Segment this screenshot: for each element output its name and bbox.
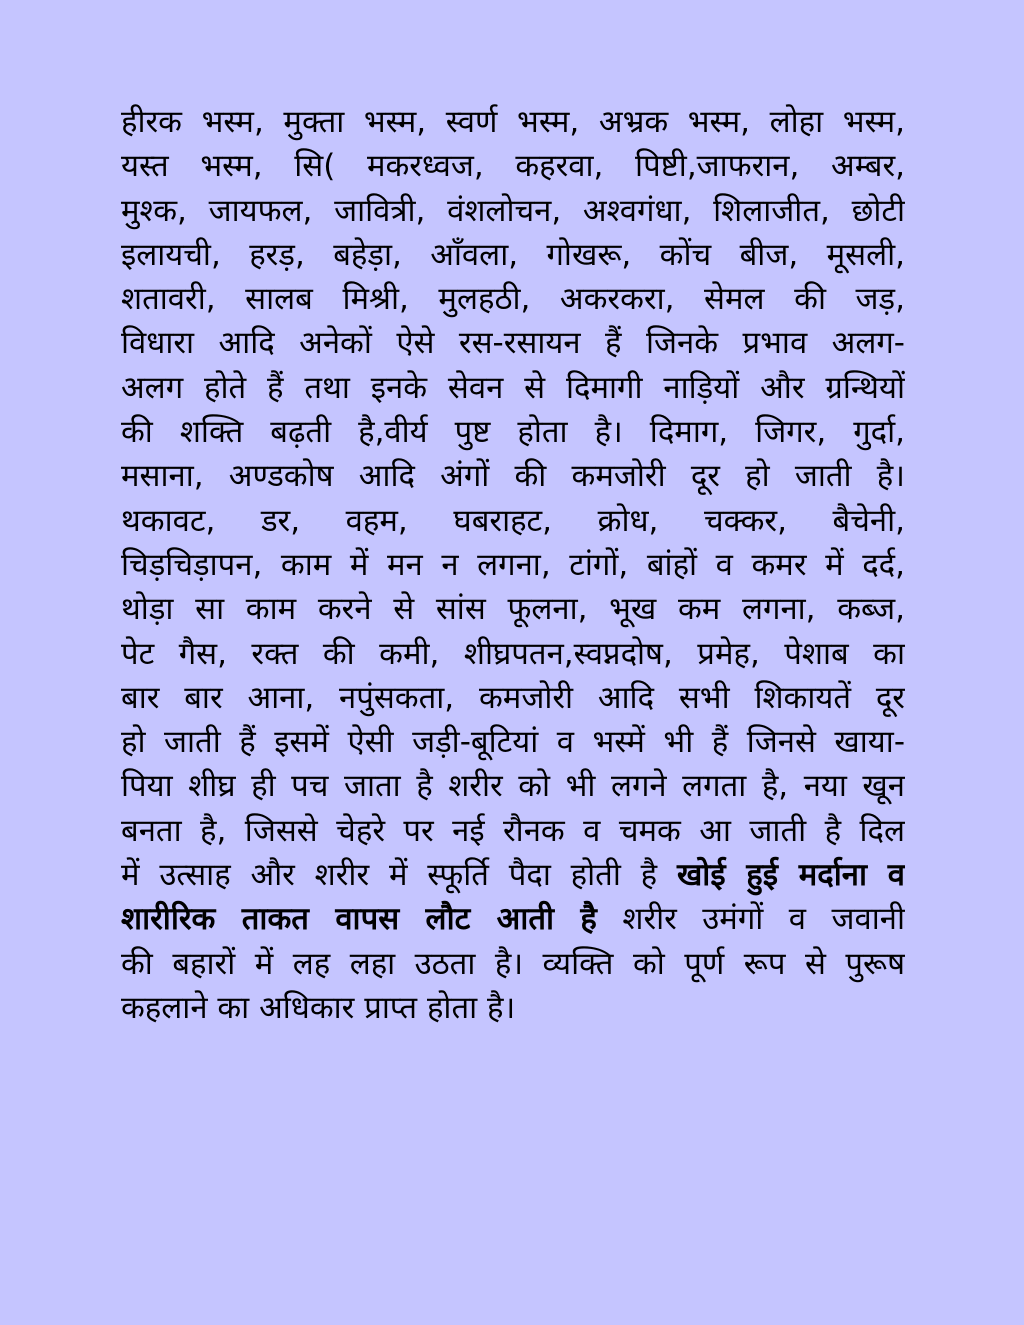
text-line-1: हीरक भस्म, मुक्ता भस्म, स्वर्ण भस्म, अभ्रक भस्म, लोहा भस्म, [121,104,905,140]
text-line-15: हो जाती हैं इसमें ऐसी जड़ी-बूटियां व भस्में भी हैं जिनसे खाया- [121,724,905,761]
text-line-19-normal: शरीर उमंगों व जवानी [596,901,905,938]
text-line-19-bold: शारीरिक ताकत वापस लौट आती है [121,901,597,938]
text-line-21: कहलाने का अधिकार प्राप्त होता है। [121,989,516,1026]
text-line-18-normal: में उत्साह और शरीर में स्फूर्ति पैदा होती है [121,857,677,894]
text-line-5: शतावरी, सालब मिश्री, मुलहठी, अकरकरा, सेमल की जड़, [121,281,905,318]
text-line-9: मसाना, अण्डकोष आदि अंगों की कमजोरी दूर हो जाती है। [121,458,905,495]
text-line-18-bold: खोई हुई मर्दाना व [676,857,905,894]
text-line-14: बार बार आना, नपुंसकता, कमजोरी आदि सभी शिकायतें दूर [121,679,905,716]
text-line-20: की बहारों में लह लहा उठता है। व्यक्ति को पूर्ण रूप से पुरूष [121,945,905,982]
text-line-11: चिड़चिड़ापन, काम में मन न लगना, टांगों, बांहों व कमर में दर्द, [121,546,905,583]
text-line-18 [121,853,905,897]
text-line-2: यस्त भस्म, सि( मकरध्वज, कहरवा, पिष्टी,जाफरान, अम्बर, [121,148,905,185]
text-line-6: विधारा आदि अनेकों ऐसे रस-रसायन हैं जिनके प्रभाव अलग- [121,325,905,362]
text-line-10: थकावट, डर, वहम, घबराहट, क्रोध, चक्कर, बैचेनी, [121,502,905,539]
text-line-7: अलग होते हैं तथा इनके सेवन से दिमागी नाड़ियों और ग्रन्थियों [121,369,905,406]
body-paragraph [121,100,905,1030]
text-line-4: इलायची, हरड़, बहेड़ा, आँवला, गोखरू, कोंच बीज, मूसली, [121,236,905,273]
text-line-8: की शक्ति बढ़ती है,वीर्य पुष्ट होता है। दिमाग, जिगर, गुर्दा, [121,414,905,451]
text-line-12: थोड़ा सा काम करने से सांस फूलना, भूख कम लगना, कब्ज, [121,591,905,628]
text-line-16: पिया शीघ्र ही पच जाता है शरीर को भी लगने लगता है, नया खून [121,768,905,805]
text-line-3: मुश्क, जायफल, जावित्री, वंशलोचन, अश्वगंधा, शिलाजीत, छोटी [121,192,905,229]
text-line-17: बनता है, जिससे चेहरे पर नई रौनक व चमक आ जाती है दिल [121,812,905,849]
text-line-19 [121,897,905,941]
text-line-13: पेट गैस, रक्त की कमी, शीघ्रपतन,स्वप्नदोष, प्रमेह, पेशाब का [121,635,905,672]
